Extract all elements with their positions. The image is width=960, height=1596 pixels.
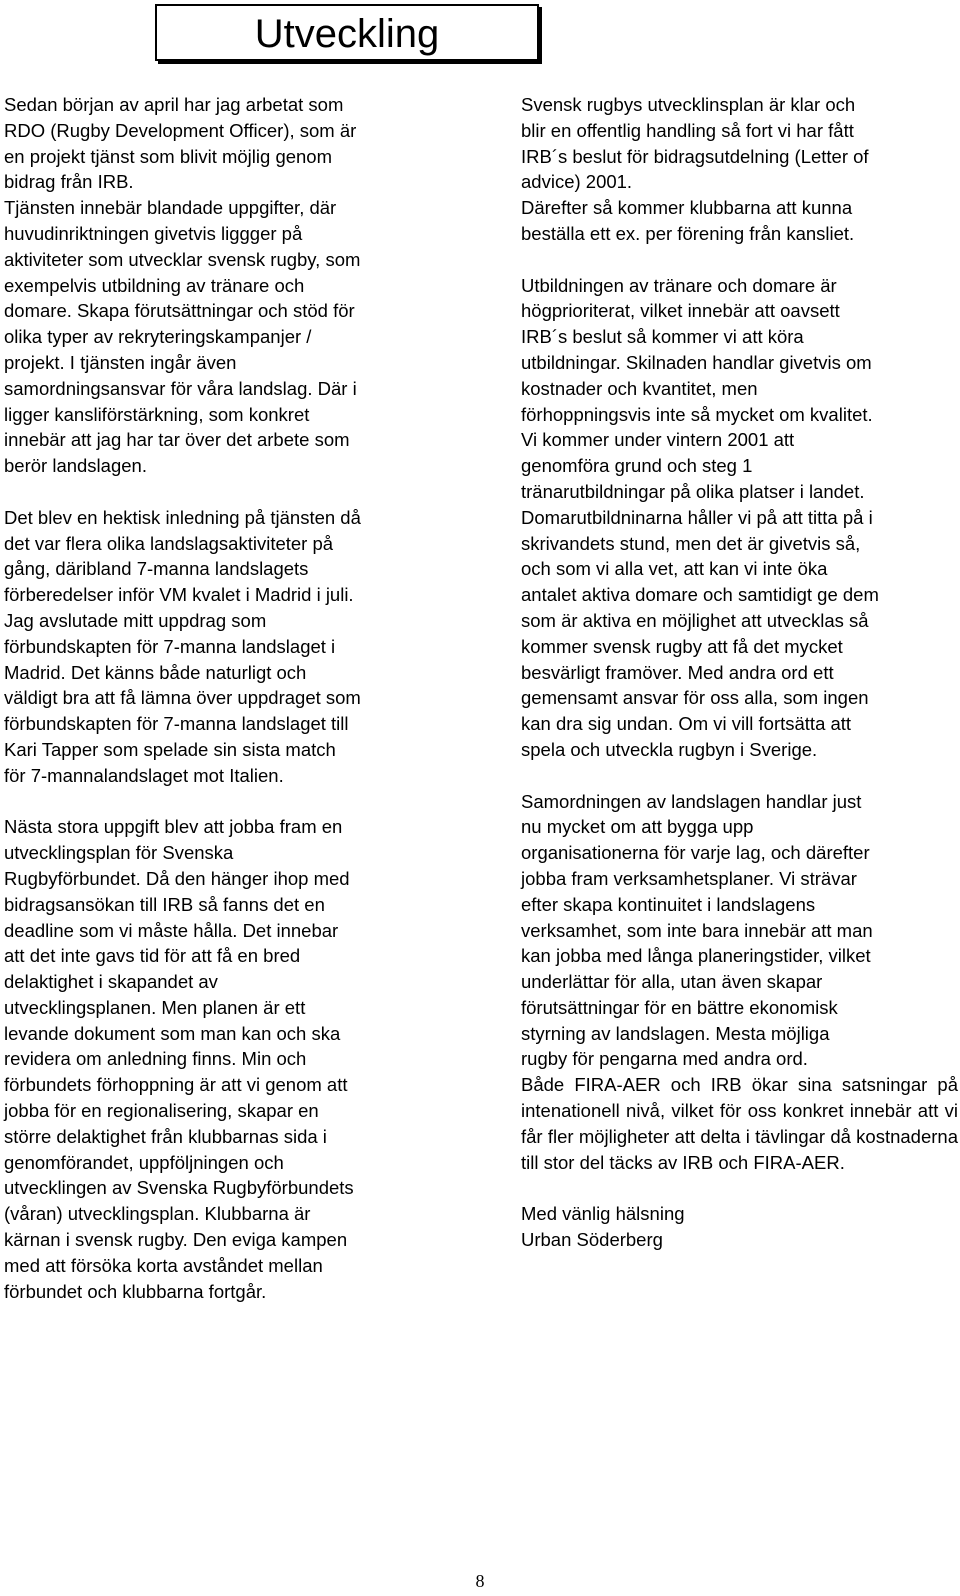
left-paragraph-1: Sedan början av april har jag arbetat som RDO (Rugby Development Officer), som är en projekt tjänst som blivit möjlig genom bidrag från IRB. Tjänsten innebär blandade uppgifter, där huvudinriktningen givetvis liggger på aktiviteter som utvecklar svensk rugby, som exempelvis utbildning av tränare och domare. Skapa förutsättningar och stöd för olika typer av rekryteringskampanjer / projekt. I tjänsten ingår även samordningsansvar för våra landslag. Där i ligger kansliförstärkning, som konkret innebär att jag har tar över det arbete som berör landslagen. [4, 94, 361, 477]
left-paragraph-3: Nästa stora uppgift blev att jobba fram en utvecklingsplan för Svenska Rugbyförbundet. Då den hänger ihop med bidragsansökan till IRB så fanns det en deadline som vi måste hålla. Det innebar att det inte gavs tid för att få en bred delaktighet i skapandet av utvecklingsplanen. Men planen är ett levande dokument som man kan och ska revidera om anledning finns. Min och förbundets förhoppning är att vi genom att jobba för en regionalisering, skapar en större delaktighet från klubbarnas sida i genomförandet, uppföljningen och utvecklingen av Svenska Rugbyförbundets (våran) utvecklingsplan. Klubbarna är kärnan i svensk rugby. Den eviga kampen med att försöka korta avståndet mellan förbundet och klubbarna fortgår. [4, 816, 354, 1302]
signature: Med vänlig hälsning Urban Söderberg [521, 1203, 685, 1251]
right-paragraph-2: Utbildningen av tränare och domare är högprioriterat, vilket innebär att oavsett IRB´s beslut så kommer vi att köra utbildningar. Skilnaden handlar givetvis om kostnader och kvantitet, men förhoppningsvis inte så mycket om kvalitet. Vi kommer under vintern 2001 att genomföra grund och steg 1 tränarutbildningar på olika platser i landet. Domarutbildninarna håller vi på att titta på i skrivandets stund, men det är givetvis så, och som vi alla vet, att kan vi inte öka antalet aktiva domare och samtidigt ge dem som är aktiva en möjlighet att utvecklas så kommer svensk rugby att få det mycket besvärligt framöver. Med andra ord ett gemensamt ansvar för oss alla, som ingen kan dra sig undan. Om vi vill fortsätta att spela och utveckla rugbyn i Sverige. [521, 274, 879, 760]
page-title: Utveckling [254, 12, 440, 56]
page-number: 8 [475, 1571, 485, 1591]
right-paragraph-1: Svensk rugbys utvecklinsplan är klar och blir en offentlig handling så fort vi har fått IRB´s beslut för bidragsutdelning (Letter of advice) 2001. Därefter så kommer klubbarna att kunna beställa ett ex. per förening från kansliet. [521, 94, 869, 244]
left-paragraph-2: Det blev en hektisk inledning på tjänsten då det var flera olika landslagsaktiviteter på gång, däribland 7-manna landslagets förberedelser inför VM kvalet i Madrid i juli. Jag avslutade mitt uppdrag som förbundskapten för 7-manna landslaget i Madrid. Det känns både naturligt och väldigt bra att få lämna över uppdraget som förbundskapten för 7-manna landslaget till Kari Tapper som spelade sin sista match för 7-mannalandslaget mot Italien. [4, 506, 361, 786]
right-paragraph-3: Samordningen av landslagen handlar just nu mycket om att bygga upp organisationerna för varje lag, och därefter jobba fram verksamhetsplaner. Vi strävar efter skapa kontinuitet i landslagens verksamhet, som inte bara innebär att man kan jobba med långa planeringstider, vilket underlättar för alla, utan även skapar förutsättningar för en bättre ekonomisk styrning av landslagen. Mesta möjliga rugby för pengarna med andra ord. [521, 790, 873, 1070]
page-title-box [155, 4, 539, 61]
right-column [521, 92, 958, 1253]
right-paragraph-4: Både FIRA-AER och IRB ökar sina satsningar på intenationell nivå, vilket för oss konkret innebär att vi får fler möjligheter att delta i tävlingar då kostnaderna till stor del täcks av IRB och FIRA-AER. [521, 1074, 958, 1173]
left-column [4, 92, 444, 1304]
